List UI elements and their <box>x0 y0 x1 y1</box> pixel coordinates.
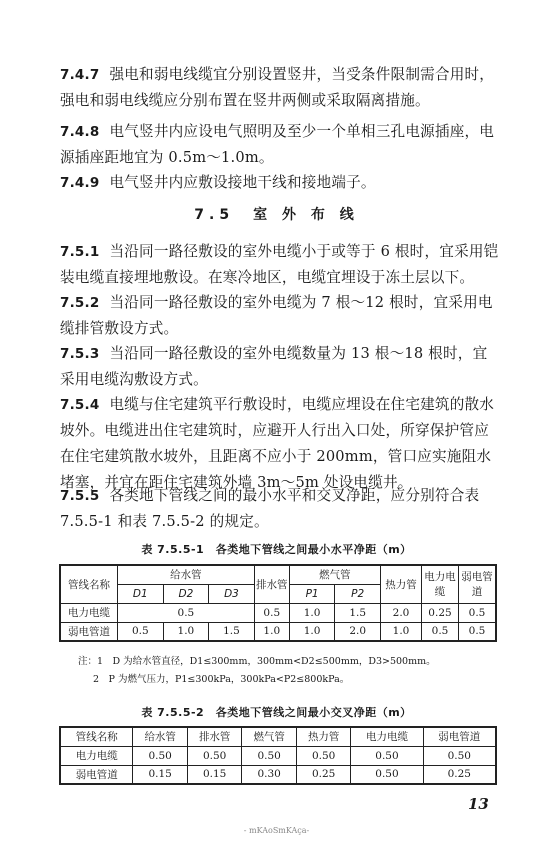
clause-7-5-1 <box>60 239 500 291</box>
table1-note-1: 注：1 D 为给水管直径，D1≤300mm，300mm<D2≤500mm，D3>500mm。 <box>78 656 436 667</box>
table2-caption: 表 7.5.5-2 各类地下管线之间最小交叉净距（m） <box>141 706 412 719</box>
header-power-cable: 电力电缆 <box>351 727 423 746</box>
horizontal-distance-table <box>59 564 497 642</box>
clause-number: 7.4.9 <box>60 175 100 191</box>
row-label: 弱电管道 <box>60 765 133 784</box>
clause-number: 7.5.2 <box>60 295 100 311</box>
clause-number: 7.4.7 <box>60 67 100 83</box>
table-row <box>60 765 496 784</box>
table-cell: 0.15 <box>187 765 242 784</box>
header-gas-pipe: 燃气管 <box>289 565 380 584</box>
table-cell: 0.30 <box>242 765 297 784</box>
footer-mark: - mKAoSmKAça- <box>243 826 310 835</box>
table-cell: 0.50 <box>351 746 423 765</box>
cell-d3: 1.5 <box>209 622 255 641</box>
clause-7-5-4 <box>60 392 500 496</box>
cell-p1: 1.0 <box>289 622 335 641</box>
header-gas-pipe: 燃气管 <box>242 727 297 746</box>
table-cell: 0.25 <box>423 765 496 784</box>
clause-7-4-9 <box>60 170 500 196</box>
header-drain-pipe: 排水管 <box>254 565 289 603</box>
clause-7-5-2 <box>60 290 500 342</box>
clause-text: 电气竖井内应敷设接地干线和接地端子。 <box>109 174 376 191</box>
header-weak-conduit: 弱电管道 <box>423 727 496 746</box>
table-cell: 0.50 <box>242 746 297 765</box>
header-d1: D1 <box>118 584 164 603</box>
clause-text: 当沿同一路径敷设的室外电缆为 7 根～12 根时，宜采用电缆排管敷设方式。 <box>60 294 493 337</box>
clause-text: 强电和弱电线缆宜分别设置竖井，当受条件限制需合用时，强电和弱电线缆应分别布置在竖井两侧或采取隔离措施。 <box>60 66 495 109</box>
cell-heat: 2.0 <box>381 603 422 622</box>
cell-power: 0.25 <box>422 603 459 622</box>
clause-text: 各类地下管线之间的最小水平和交叉净距，应分别符合表 7.5.5-1 和表 7.5.5-2 的规定。 <box>60 487 480 530</box>
cell-p2: 2.0 <box>335 622 381 641</box>
table-cell: 0.50 <box>423 746 496 765</box>
table-cell: 0.50 <box>187 746 242 765</box>
header-water-pipe: 给水管 <box>118 565 255 584</box>
clause-number: 7.5.4 <box>60 397 100 413</box>
table-row <box>60 746 496 765</box>
clause-number: 7.5.3 <box>60 346 100 362</box>
header-pipe-name: 管线名称 <box>60 565 118 603</box>
header-heat-pipe: 热力管 <box>296 727 351 746</box>
cell-power: 0.5 <box>422 622 459 641</box>
cell-drain: 1.0 <box>254 622 289 641</box>
page-number: 13 <box>468 795 489 813</box>
clause-7-4-8 <box>60 119 500 171</box>
header-pipe-name: 管线名称 <box>60 727 133 746</box>
table-row <box>60 603 496 622</box>
table-cell: 0.50 <box>351 765 423 784</box>
clause-text: 当沿同一路径敷设的室外电缆数量为 13 根～18 根时，宜采用电缆沟敷设方式。 <box>60 345 488 388</box>
clause-7-5-3 <box>60 341 500 393</box>
cell-weak: 0.5 <box>459 603 497 622</box>
row-label: 电力电缆 <box>60 603 118 622</box>
section-title: 7.5 室 外 布 线 <box>194 207 359 223</box>
table-cell: 0.50 <box>296 746 351 765</box>
header-power-cable: 电力电缆 <box>422 565 459 603</box>
header-weak-conduit: 弱电管道 <box>459 565 497 603</box>
table-row <box>60 622 496 641</box>
clause-number: 7.4.8 <box>60 124 100 140</box>
clause-number: 7.5.5 <box>60 488 100 504</box>
row-label: 弱电管道 <box>60 622 118 641</box>
table-cell: 0.25 <box>296 765 351 784</box>
header-drain-pipe: 排水管 <box>187 727 242 746</box>
header-water-pipe: 给水管 <box>133 727 188 746</box>
cell-weak: 0.5 <box>459 622 497 641</box>
cell-heat: 1.0 <box>381 622 422 641</box>
table1-caption: 表 7.5.5-1 各类地下管线之间最小水平净距（m） <box>141 543 412 556</box>
header-d2: D2 <box>163 584 209 603</box>
table-cell: 0.50 <box>133 746 188 765</box>
clause-text: 当沿同一路径敷设的室外电缆小于或等于 6 根时，宜采用铠装电缆直接埋地敷设。在寒冷地区，电缆宜埋设于冻土层以下。 <box>60 243 499 286</box>
row-label: 电力电缆 <box>60 746 133 765</box>
clause-number: 7.5.1 <box>60 244 100 260</box>
header-p1: P1 <box>289 584 335 603</box>
clause-7-5-5 <box>60 483 500 535</box>
table1-note-2: 2 P 为燃气压力，P1≤300kPa，300kPa<P2≤800kPa。 <box>93 674 350 685</box>
header-heat-pipe: 热力管 <box>381 565 422 603</box>
table-cell: 0.15 <box>133 765 188 784</box>
clause-text: 电缆与住宅建筑平行敷设时，电缆应埋设在住宅建筑的散水坡外。电缆进出住宅建筑时，应避开人行出入口处，所穿保护管应在住宅建筑散水坡外，且距离不应小于 200mm，管口应实施阻水堵塞，并宜在距住宅建筑外墙 3m～5m 处设电缆井。 <box>60 396 495 491</box>
cell-drain: 0.5 <box>254 603 289 622</box>
cell-d2: 1.0 <box>163 622 209 641</box>
cell-d1: 0.5 <box>118 622 164 641</box>
crossing-distance-table <box>59 726 497 785</box>
clause-text: 电气竖井内应设电气照明及至少一个单相三孔电源插座，电源插座距地宜为 0.5m～1.0m。 <box>60 123 495 166</box>
header-p2: P2 <box>335 584 381 603</box>
cell-p1: 1.0 <box>289 603 335 622</box>
cell-p2: 1.5 <box>335 603 381 622</box>
cell-water: 0.5 <box>118 603 255 622</box>
header-d3: D3 <box>209 584 255 603</box>
clause-7-4-7 <box>60 62 500 114</box>
